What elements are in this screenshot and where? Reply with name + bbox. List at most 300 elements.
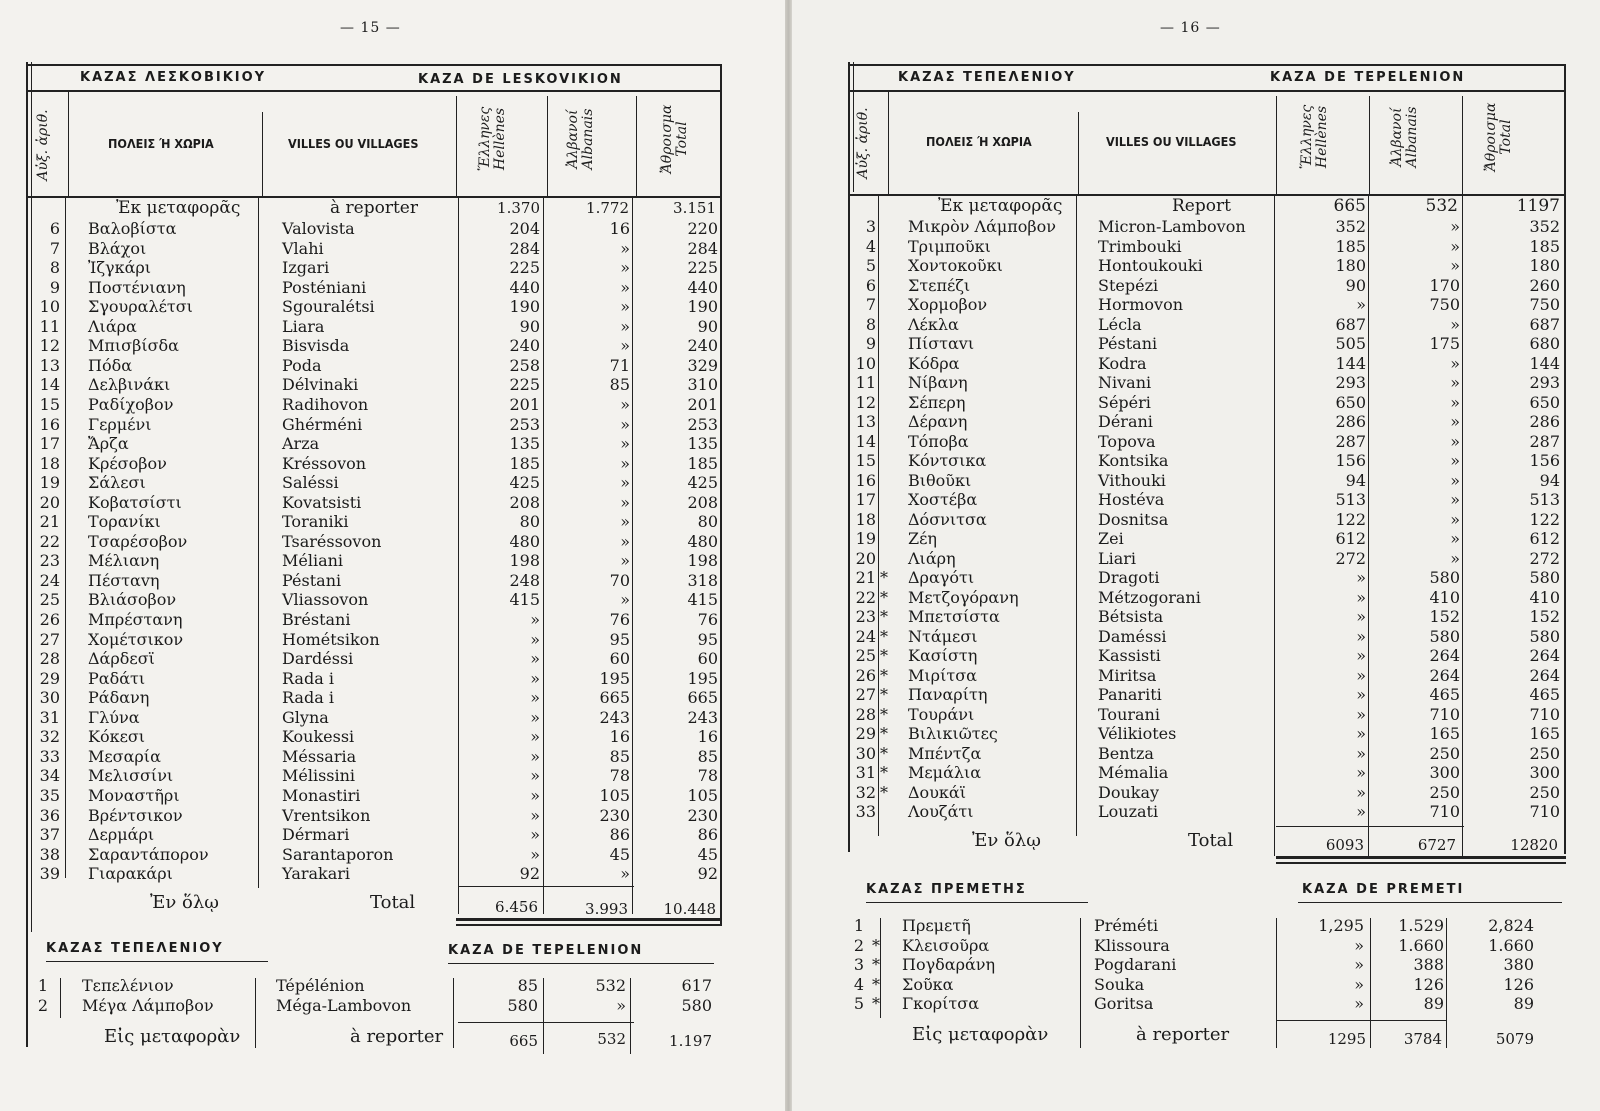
table-row xyxy=(0,864,785,884)
col-header-total: Ἄθροισμα Total xyxy=(1483,102,1514,172)
hellenes-count: 258 xyxy=(509,355,540,375)
kaza2-underline xyxy=(1298,902,1562,903)
total-count: 250 xyxy=(1529,743,1560,763)
col-divider xyxy=(636,96,637,196)
place-name-greek: Μπέντζα xyxy=(908,743,982,763)
albanais-count: » xyxy=(1450,392,1460,412)
hellenes-count: 513 xyxy=(1335,490,1366,509)
row-number: 29 xyxy=(39,668,60,688)
place-name-greek: Μπετσίστα xyxy=(908,607,1000,626)
total-count: 220 xyxy=(687,219,718,238)
place-name-french: Dardéssi xyxy=(282,649,354,669)
albanais-count: » xyxy=(1450,353,1460,373)
col-header-hellenes: Ἕλληνες Hellènes xyxy=(1299,104,1330,170)
hellenes-count: 185 xyxy=(509,453,540,473)
place-name-greek: Χοστέβα xyxy=(908,490,978,509)
place-name-greek: Δέρανη xyxy=(908,412,968,431)
hellenes-count: 240 xyxy=(509,336,540,356)
place-name-french: Toraniki xyxy=(282,512,349,532)
row-number: 19 xyxy=(39,473,60,493)
asterisk-mark: * xyxy=(880,646,888,665)
table-row xyxy=(792,451,1600,471)
table-row xyxy=(792,916,1600,936)
place-name-greek: Ραδίχοβον xyxy=(88,394,174,414)
albanais-count: » xyxy=(620,512,630,532)
table-row xyxy=(792,490,1600,510)
place-name-greek: Κασίστη xyxy=(908,646,978,665)
double-rule xyxy=(456,918,722,921)
place-name-french: Poda xyxy=(282,355,322,375)
row-number: 19 xyxy=(855,529,876,548)
table-row xyxy=(0,669,785,689)
col-header-number: Αὐξ. ἀριθ. xyxy=(855,107,871,179)
total-count: 122 xyxy=(1529,509,1560,529)
table-row xyxy=(792,373,1600,393)
place-name-greek: Γλύνα xyxy=(88,707,140,727)
hellenes-count: » xyxy=(1354,955,1364,974)
carry-forward-row: Ἐκ μεταφορᾶς Report 665 532 1197 xyxy=(938,196,1560,216)
place-name-greek: Πόδα xyxy=(88,355,133,375)
col-header-hellenes: Ἕλληνες Hellènes xyxy=(477,106,508,172)
row-number: 6 xyxy=(865,275,876,295)
place-name-greek: Μέλιανη xyxy=(88,551,160,571)
hellenes-count: 352 xyxy=(1335,217,1366,236)
place-name-french: Délvinaki xyxy=(282,375,359,395)
place-name-french: Kréssovon xyxy=(282,453,367,473)
place-name-greek: Κόκεσι xyxy=(88,727,146,747)
albanais-count: » xyxy=(620,414,630,434)
albanais-count: 85 xyxy=(609,375,630,395)
total-count: 687 xyxy=(1529,314,1560,334)
row-number: 10 xyxy=(855,353,876,373)
kaza-title-french: KAZA DE LESKOVIKION xyxy=(418,72,623,87)
place-name-french: Izgari xyxy=(282,258,330,278)
hellenes-count: 286 xyxy=(1335,412,1366,431)
table-row xyxy=(0,649,785,669)
albanais-count: » xyxy=(1450,373,1460,392)
row-number: 25 xyxy=(855,646,876,665)
hellenes-count: 505 xyxy=(1335,334,1366,353)
table-row xyxy=(792,994,1600,1014)
place-name-french: Hontoukouki xyxy=(1098,256,1203,275)
table-row xyxy=(0,434,785,454)
table-row xyxy=(0,996,785,1016)
sum-rule xyxy=(1276,826,1464,827)
albanais-count: » xyxy=(620,316,630,336)
hellenes-count: 201 xyxy=(509,394,540,414)
hellenes-count: 185 xyxy=(1335,236,1366,256)
place-name-french: Dragoti xyxy=(1098,568,1160,587)
row-number: 32 xyxy=(855,782,876,802)
place-name-greek: Ζέη xyxy=(908,529,937,548)
total-count: 612 xyxy=(1529,529,1560,548)
place-name-french: Topova xyxy=(1098,431,1156,451)
table-row xyxy=(792,975,1600,995)
table-row xyxy=(792,315,1600,335)
table-row xyxy=(0,551,785,571)
albanais-count: » xyxy=(1450,256,1460,275)
row-number: 11 xyxy=(855,373,876,392)
hellenes-count: 272 xyxy=(1335,548,1366,568)
page-number: — 16 — xyxy=(1160,20,1221,36)
total-count: 45 xyxy=(697,844,718,864)
place-name-greek: Βιθοῦκι xyxy=(908,470,972,490)
row-number: 31 xyxy=(39,707,60,727)
place-name-french: Tsaréssovon xyxy=(282,531,382,551)
place-name-greek: Χομέτσικον xyxy=(88,629,184,649)
col-divider xyxy=(1462,96,1463,194)
asterisk-mark: * xyxy=(872,974,880,994)
place-name-french: Zei xyxy=(1098,529,1124,548)
total-count: 440 xyxy=(687,277,718,297)
kaza2-title-french: KAZA DE PREMETI xyxy=(1302,882,1465,897)
place-name-french: Kovatsisti xyxy=(282,492,362,512)
total-count: 380 xyxy=(1503,955,1534,974)
row-number: 32 xyxy=(39,727,60,747)
hellenes-count: 156 xyxy=(1335,451,1366,470)
albanais-count: 89 xyxy=(1423,994,1444,1013)
hellenes-count: » xyxy=(1356,607,1366,626)
table-row xyxy=(792,256,1600,276)
albanais-count: 152 xyxy=(1429,607,1460,626)
place-name-greek: Παναρίτη xyxy=(908,685,988,704)
header-rule xyxy=(28,90,722,92)
table-row xyxy=(792,334,1600,354)
total-count: 513 xyxy=(1529,490,1560,509)
hellenes-count: 180 xyxy=(1335,256,1366,275)
header-rule xyxy=(850,90,1566,92)
albanais-count: 175 xyxy=(1429,334,1460,353)
kaza2-title-greek: ΚΑΖΑΣ ΠΡΕΜΕΤΗΣ xyxy=(866,882,1027,897)
total-count: 665 xyxy=(687,688,718,708)
place-name-greek: Μέγα Λάμποβον xyxy=(82,996,214,1015)
row-number: 12 xyxy=(39,336,60,356)
place-name-french: Posténiani xyxy=(282,277,367,297)
kaza2-underline xyxy=(866,902,1088,903)
place-name-french: Bétsista xyxy=(1098,607,1164,626)
hellenes-count: 204 xyxy=(509,219,540,238)
total-count: 293 xyxy=(1529,373,1560,392)
row-number: 28 xyxy=(855,704,876,724)
row-number: 15 xyxy=(855,451,876,470)
place-name-greek: Μεμάλια xyxy=(908,763,982,782)
table-row xyxy=(0,825,785,845)
hellenes-count: » xyxy=(530,825,540,845)
place-name-french: Sarantaporon xyxy=(282,844,394,864)
hellenes-count: » xyxy=(1356,665,1366,685)
place-name-french: Micron-Lambovon xyxy=(1098,217,1246,236)
place-name-greek: Μελισσίνι xyxy=(88,766,174,786)
asterisk-mark: * xyxy=(872,955,880,974)
total-count: 240 xyxy=(687,336,718,356)
table-row xyxy=(0,219,785,239)
place-name-french: Liari xyxy=(1098,548,1137,568)
total-count: 310 xyxy=(687,375,718,395)
total-count: 318 xyxy=(687,570,718,590)
table-row xyxy=(0,590,785,610)
place-name-french: Dérani xyxy=(1098,412,1153,431)
hellenes-count: » xyxy=(530,746,540,766)
albanais-count: » xyxy=(620,551,630,571)
col-divider xyxy=(262,112,263,196)
row-number: 36 xyxy=(39,805,60,825)
place-name-greek: Δόσνιτσα xyxy=(908,509,987,529)
table-row xyxy=(0,375,785,395)
table-row xyxy=(0,610,785,630)
hellenes-count: » xyxy=(1356,646,1366,665)
table-row xyxy=(792,646,1600,666)
hellenes-count: 122 xyxy=(1335,509,1366,529)
hellenes-count: 85 xyxy=(517,976,538,995)
albanais-count: 264 xyxy=(1429,665,1460,685)
kaza2-underline xyxy=(448,963,714,964)
col-divider xyxy=(456,96,457,196)
place-name-greek: Τριμποῦκι xyxy=(908,236,991,256)
place-name-french: Miritsa xyxy=(1098,665,1157,685)
row-number: 4 xyxy=(865,236,876,256)
page-number: — 15 — xyxy=(340,20,401,36)
hellenes-count: » xyxy=(1356,685,1366,704)
place-name-greek: Λουζάτι xyxy=(908,802,974,821)
albanais-count: 60 xyxy=(609,649,630,669)
albanais-count: » xyxy=(1450,431,1460,451)
row-number: 20 xyxy=(39,492,60,512)
place-name-greek: Κρέσοβον xyxy=(88,453,167,473)
hellenes-count: » xyxy=(530,668,540,688)
albanais-count: » xyxy=(616,996,626,1015)
hellenes-count: » xyxy=(530,649,540,669)
place-name-french: Vithouki xyxy=(1098,470,1166,490)
place-name-greek: Κλεισοῦρα xyxy=(902,935,990,955)
row-number: 17 xyxy=(39,434,60,454)
table-row xyxy=(792,529,1600,549)
total-count: 78 xyxy=(697,766,718,786)
hellenes-count: 253 xyxy=(509,414,540,434)
table-row xyxy=(792,295,1600,315)
total-count: 76 xyxy=(697,610,718,629)
hellenes-count: 284 xyxy=(509,238,540,258)
col-divider xyxy=(888,92,889,194)
albanais-count: 105 xyxy=(599,785,630,805)
place-name-french: Yarakari xyxy=(282,864,351,884)
place-name-greek: Γερμένι xyxy=(88,414,152,434)
albanais-count: 165 xyxy=(1429,724,1460,743)
place-name-french: Sgouralétsi xyxy=(282,297,375,317)
place-name-french: Mémalia xyxy=(1098,763,1169,782)
albanais-count: » xyxy=(620,434,630,454)
hellenes-count: » xyxy=(1354,974,1364,994)
place-name-french: Daméssi xyxy=(1098,626,1167,646)
asterisk-mark: * xyxy=(872,935,880,955)
albanais-count: 126 xyxy=(1413,974,1444,994)
table-row xyxy=(0,688,785,708)
place-name-greek: Βαλοβίστα xyxy=(88,219,177,238)
row-number: 10 xyxy=(39,297,60,317)
place-name-french: Méssaria xyxy=(282,746,357,766)
row-number: 15 xyxy=(39,394,60,414)
albanais-count: 580 xyxy=(1429,568,1460,587)
hellenes-count: 208 xyxy=(509,492,540,512)
place-name-french: Vélikiotes xyxy=(1098,724,1177,743)
total-count: 750 xyxy=(1529,295,1560,314)
row-number: 1 xyxy=(853,916,864,935)
hellenes-count: 144 xyxy=(1335,353,1366,373)
asterisk-mark: * xyxy=(880,782,888,802)
place-name-greek: Λέκλα xyxy=(908,314,959,334)
row-number: 13 xyxy=(855,412,876,431)
row-number: 8 xyxy=(865,314,876,334)
table-row xyxy=(0,336,785,356)
albanais-count: 78 xyxy=(609,766,630,786)
total-count: 90 xyxy=(697,316,718,336)
place-name-greek: Κόδρα xyxy=(908,353,960,373)
row-number: 9 xyxy=(49,277,60,297)
row-number: 38 xyxy=(39,844,60,864)
albanais-count: » xyxy=(620,590,630,610)
albanais-count: » xyxy=(1450,314,1460,334)
table-row xyxy=(0,454,785,474)
total-count: 16 xyxy=(697,727,718,747)
place-name-french: Louzati xyxy=(1098,802,1159,821)
total-count: 580 xyxy=(1529,568,1560,587)
table-row xyxy=(0,278,785,298)
table-row xyxy=(792,237,1600,257)
asterisk-mark: * xyxy=(880,743,888,763)
row-number: 29 xyxy=(855,724,876,743)
row-number: 35 xyxy=(39,785,60,805)
total-count: 135 xyxy=(687,434,718,454)
albanais-count: 95 xyxy=(609,629,630,649)
row-number: 4 xyxy=(853,974,864,994)
table-row xyxy=(0,356,785,376)
row-number: 30 xyxy=(855,743,876,763)
total-count: 89 xyxy=(1513,994,1534,1013)
col-header-number: Αὐξ. ἀριθ. xyxy=(35,109,51,181)
place-name-french: Kassisti xyxy=(1098,646,1161,665)
place-name-french: Vrentsikon xyxy=(282,805,371,825)
row-number: 7 xyxy=(49,238,60,258)
total-count: 80 xyxy=(697,512,718,532)
total-count: 300 xyxy=(1529,763,1560,782)
place-name-french: Glyna xyxy=(282,707,329,727)
total-count: 617 xyxy=(681,976,712,995)
sum-rule xyxy=(458,1022,634,1023)
row-number: 3 xyxy=(865,217,876,236)
place-name-greek: Λιάρη xyxy=(908,548,956,568)
place-name-french: Sépéri xyxy=(1098,392,1151,412)
col-header-albanais: Ἀλβανοί Albanais xyxy=(565,108,596,170)
asterisk-mark: * xyxy=(872,994,880,1013)
row-number: 14 xyxy=(39,375,60,395)
hellenes-count: » xyxy=(530,766,540,786)
total-count: 198 xyxy=(687,551,718,571)
row-number: 14 xyxy=(855,431,876,451)
albanais-count: » xyxy=(620,277,630,297)
albanais-count: 45 xyxy=(609,844,630,864)
hellenes-count: 92 xyxy=(519,864,540,884)
albanais-count: 195 xyxy=(599,668,630,688)
place-name-french: Hostéva xyxy=(1098,490,1165,509)
table-row xyxy=(792,471,1600,491)
col-header-french: VILLES OU VILLAGES xyxy=(1106,134,1237,149)
place-name-greek: Σοῦκα xyxy=(902,974,954,994)
row-number: 23 xyxy=(39,551,60,571)
place-name-greek: Τεπελένιον xyxy=(82,976,174,995)
albanais-count: » xyxy=(620,864,630,884)
asterisk-mark: * xyxy=(880,665,888,685)
total-count: 105 xyxy=(687,785,718,805)
place-name-greek: Βιλικιῶτες xyxy=(908,724,998,743)
place-name-french: Hométsikon xyxy=(282,629,380,649)
place-name-french: Bréstani xyxy=(282,610,351,629)
table-row xyxy=(0,395,785,415)
hellenes-count: 90 xyxy=(519,316,540,336)
hellenes-count: » xyxy=(530,610,540,629)
hellenes-count: 198 xyxy=(509,551,540,571)
table-row xyxy=(0,571,785,591)
total-count: 410 xyxy=(1529,587,1560,607)
place-name-french: Goritsa xyxy=(1094,994,1154,1013)
row-number: 12 xyxy=(855,392,876,412)
place-name-greek: Σγουραλέτσι xyxy=(88,297,193,317)
place-name-greek: Μετζογόρανη xyxy=(908,587,1019,607)
hellenes-count: 687 xyxy=(1335,314,1366,334)
table-row xyxy=(792,724,1600,744)
total-count: 260 xyxy=(1529,275,1560,295)
place-name-greek: Σέπερη xyxy=(908,392,966,412)
left-page xyxy=(0,0,785,1111)
albanais-count: 465 xyxy=(1429,685,1460,704)
hellenes-count: 190 xyxy=(509,297,540,317)
place-name-french: Stepézi xyxy=(1098,275,1159,295)
total-count: 352 xyxy=(1529,217,1560,236)
table-row xyxy=(792,568,1600,588)
total-count: 126 xyxy=(1503,974,1534,994)
place-name-french: Dérmari xyxy=(282,825,350,845)
row-number: 22 xyxy=(855,587,876,607)
total-count: 465 xyxy=(1529,685,1560,704)
row-number: 6 xyxy=(49,219,60,238)
total-count: 287 xyxy=(1529,431,1560,451)
row-number: 18 xyxy=(39,453,60,473)
hellenes-count: » xyxy=(1356,295,1366,314)
row-number: 1 xyxy=(37,976,48,995)
table-row xyxy=(792,627,1600,647)
total-count: 60 xyxy=(697,649,718,669)
place-name-greek: Τουράνι xyxy=(908,704,975,724)
table-row xyxy=(792,588,1600,608)
hellenes-count: 293 xyxy=(1335,373,1366,392)
albanais-count: 16 xyxy=(609,219,630,238)
place-name-greek: Ποστένιανη xyxy=(88,277,186,297)
col-divider xyxy=(1369,96,1370,194)
row-number: 5 xyxy=(865,256,876,275)
table-row xyxy=(792,936,1600,956)
hellenes-count: » xyxy=(1356,802,1366,821)
carry-to-next-row: Εἰς μεταφορὰν à reporter 665 532 1.197 xyxy=(104,1026,712,1050)
table-row xyxy=(792,549,1600,569)
row-number: 16 xyxy=(39,414,60,434)
albanais-count: » xyxy=(620,473,630,493)
total-count: 190 xyxy=(687,297,718,317)
total-count: 253 xyxy=(687,414,718,434)
place-name-french: Doukay xyxy=(1098,782,1160,802)
total-count: 208 xyxy=(687,492,718,512)
row-number: 33 xyxy=(39,746,60,766)
albanais-count: » xyxy=(1450,451,1460,470)
place-name-french: Liara xyxy=(282,316,325,336)
place-name-french: Métzogorani xyxy=(1098,587,1201,607)
